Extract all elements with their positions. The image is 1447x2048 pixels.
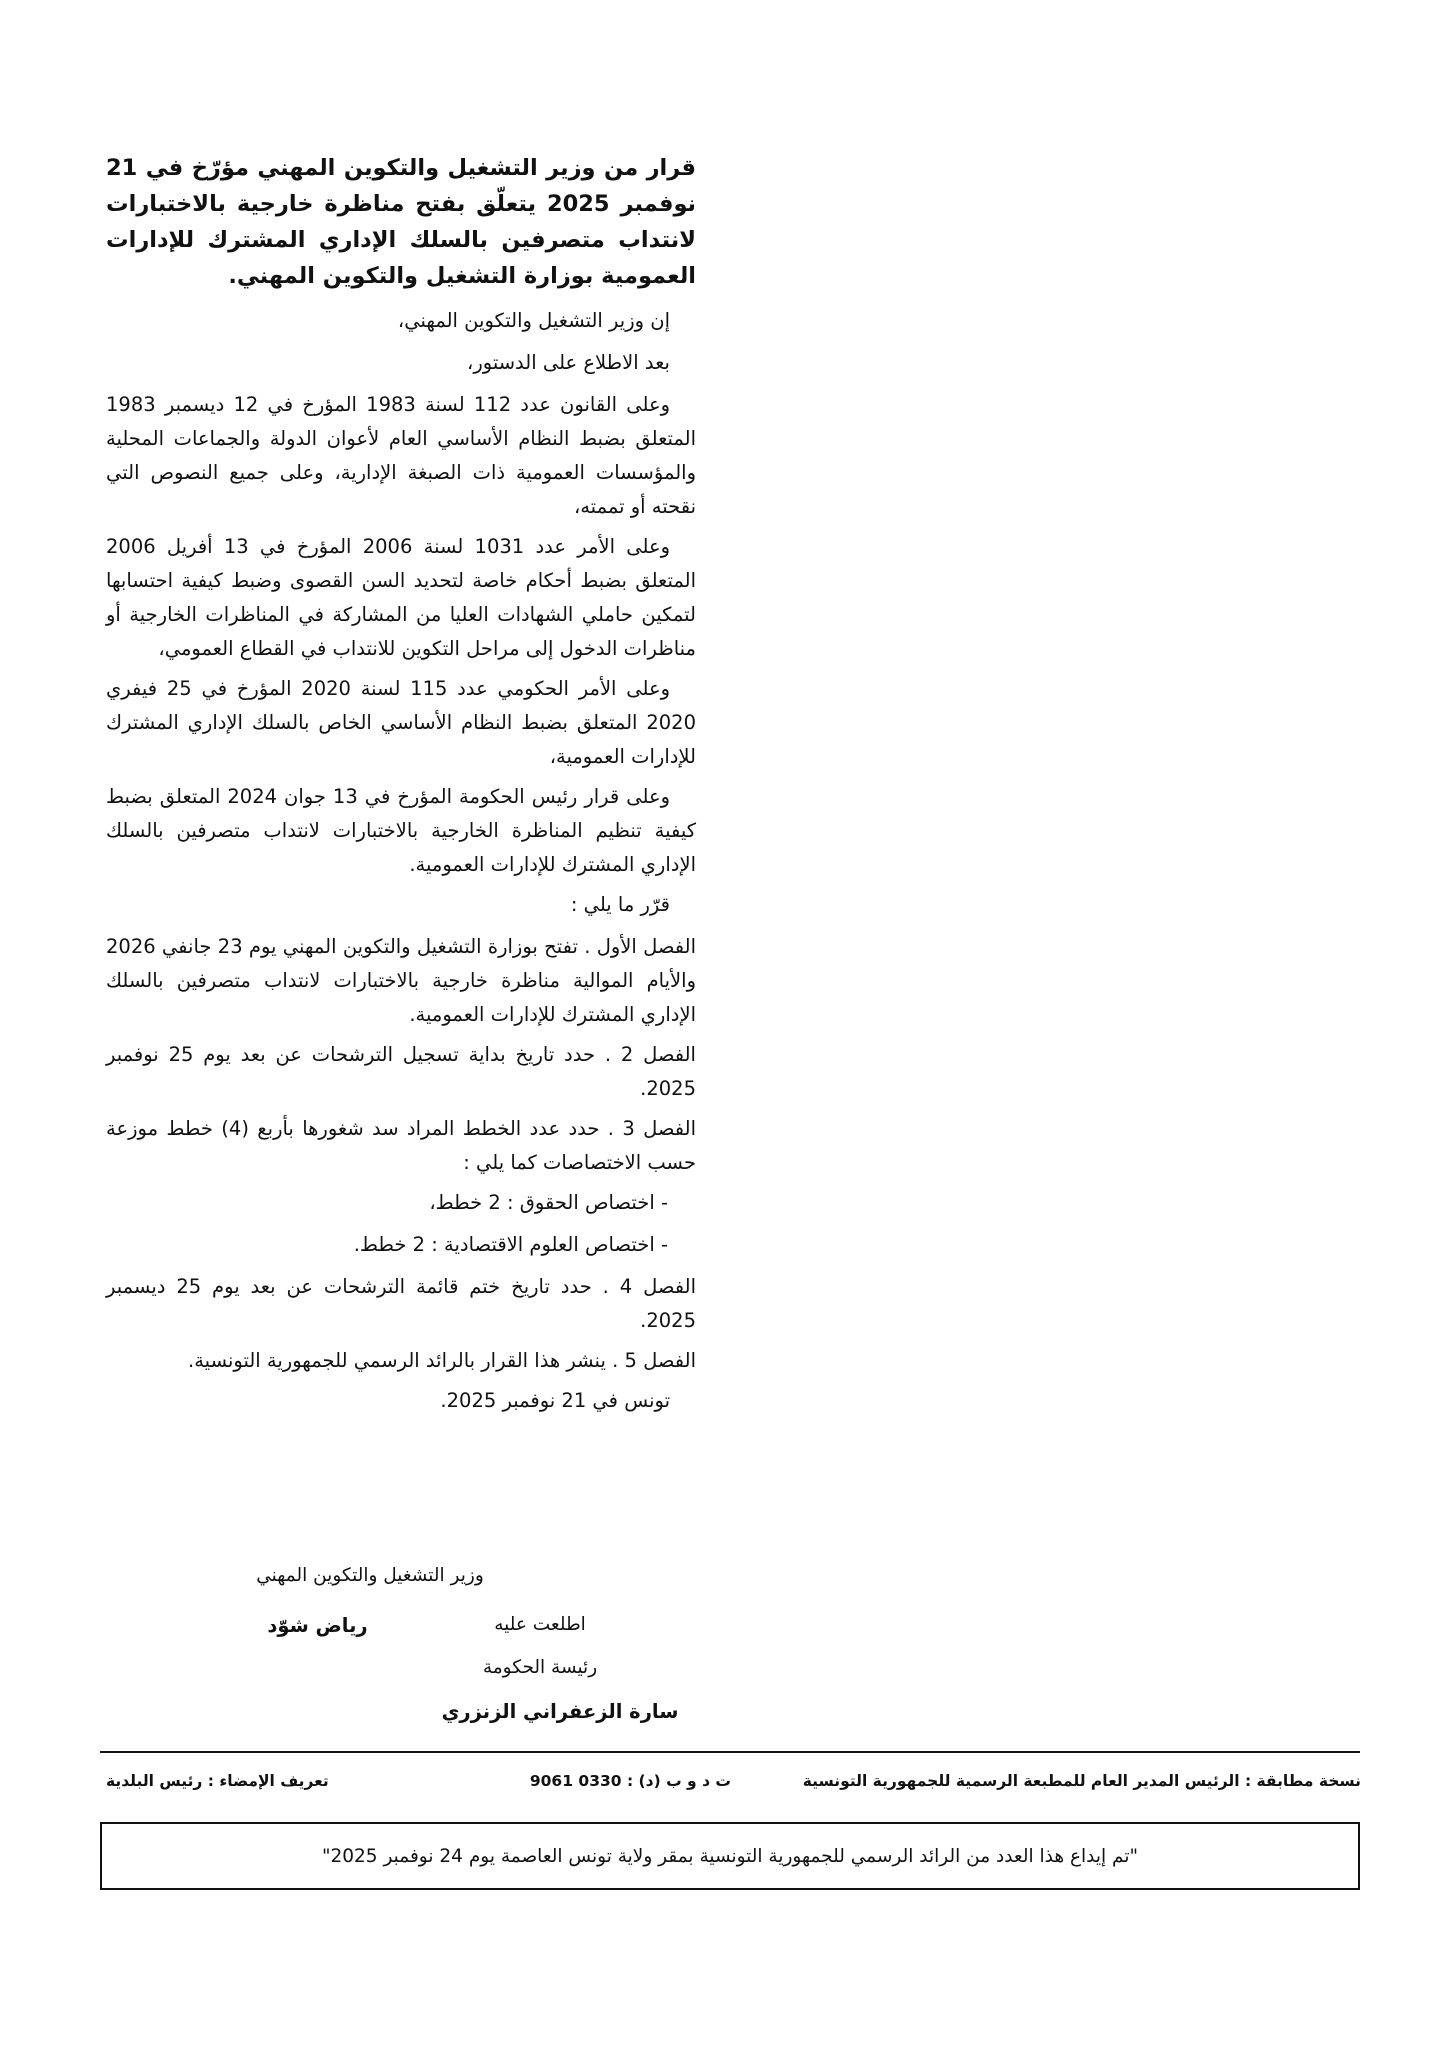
article-4: الفصل 4 . حدد تاريخ ختم قائمة الترشحات عن بعد يوم 25 ديسمبر 2025.: [106, 1275, 696, 1332]
minister-title: وزير التشغيل والتكوين المهني: [256, 1565, 484, 1586]
footer-divider: [100, 1751, 1360, 1753]
article-3: الفصل 3 . حدد عدد الخطط المراد سد شغورها بأربع (4) خطط موزعة حسب الاختصاصات كما يلي :: [106, 1117, 696, 1174]
certified-copy-note: نسخة مطابقة : الرئيس المدير العام للمطبعة الرسمية للجمهورية التونسية: [802, 1772, 1361, 1790]
prime-minister-name: سارة الزعفراني الزنزري: [441, 1700, 679, 1723]
decree-text: [106, 150, 696, 1424]
signature-identification-text: تعريف الإمضاء : رئيس البلدية: [106, 1772, 329, 1790]
place-date: تونس في 21 نوفمبر 2025.: [440, 1389, 670, 1412]
tax-id-value: 0330 9061: [529, 1772, 622, 1790]
article-5: الفصل 5 . ينشر هذا القرار بالرائد الرسمي للجمهورية التونسية.: [188, 1349, 696, 1372]
preamble-decree-115: وعلى الأمر الحكومي عدد 115 لسنة 2020 المؤرخ في 25 فيفري 2020 المتعلق بضبط النظام الأساسي الخاص بالسلك الإداري المشترك للإدارات العمومية،: [106, 677, 696, 768]
deposit-notice: "تم إيداع هذا العدد من الرائد الرسمي للجمهورية التونسية بمقر ولاية تونس العاصمة يوم 24 نوفمبر 2025": [321, 1845, 1139, 1867]
tax-id: [530, 1772, 731, 1790]
signature-identification: [106, 1772, 329, 1790]
article-3-item-economics: - اختصاص العلوم الاقتصادية : 2 خطط.: [353, 1233, 668, 1256]
preamble-minister: إن وزير التشغيل والتكوين المهني،: [397, 309, 670, 332]
minister-name: رياض شوّد: [267, 1614, 368, 1637]
preamble-pm-decision: وعلى قرار رئيس الحكومة المؤرخ في 13 جوان 2024 المتعلق بضبط كيفية تنظيم المناظرة الخارجية بالاختبارات لانتداب متصرفين بالسلك الإداري المشترك للإدارات العمومية.: [106, 785, 696, 876]
article-2: الفصل 2 . حدد تاريخ بداية تسجيل الترشحات عن بعد يوم 25 نوفمبر 2025.: [106, 1043, 696, 1100]
prime-minister-title: رئيسة الحكومة: [482, 1657, 598, 1678]
tax-id-label: ت د و ب (د) :: [626, 1772, 731, 1790]
article-3-item-law: - اختصاص الحقوق : 2 خطط،: [429, 1191, 668, 1214]
decree-title: قرار من وزير التشغيل والتكوين المهني مؤرّخ في 21 نوفمبر 2025 يتعلّق بفتح مناظرة خارجية بالاختبارات لانتداب متصرفين بالسلك الإداري المشترك للإدارات العمومية بوزارة التشغيل والتكوين المهني.: [106, 155, 697, 289]
preamble-constitution: بعد الاطلاع على الدستور،: [467, 351, 670, 374]
deposit-notice-box: [100, 1822, 1360, 1890]
seen-label: اطلعت عليه: [494, 1614, 586, 1635]
article-1: الفصل الأول . تفتح بوزارة التشغيل والتكوين المهني يوم 23 جانفي 2026 والأيام الموالية مناظرة خارجية بالاختبارات لانتداب متصرفين بالسلك الإداري المشترك للإدارات العمومية.: [106, 935, 697, 1026]
preamble-decree-1031: وعلى الأمر عدد 1031 لسنة 2006 المؤرخ في 13 أفريل 2006 المتعلق بضبط أحكام خاصة لتحديد السن القصوى وضبط كيفية احتسابها لتمكين حاملي الشهادات العليا من المشاركة في المناظرات الخارجية أو مناظرات الدخول إلى مراحل التكوين للانتداب في القطاع العمومي،: [106, 535, 696, 660]
decides-heading: قرّر ما يلي :: [570, 893, 670, 916]
preamble-law-112: وعلى القانون عدد 112 لسنة 1983 المؤرخ في 12 ديسمبر 1983 المتعلق بضبط النظام الأساسي العام لأعوان الدولة والجماعات المحلية والمؤسسات العمومية ذات الصبغة الإدارية، وعلى جميع النصوص التي نقحته أو تممته،: [106, 393, 696, 518]
